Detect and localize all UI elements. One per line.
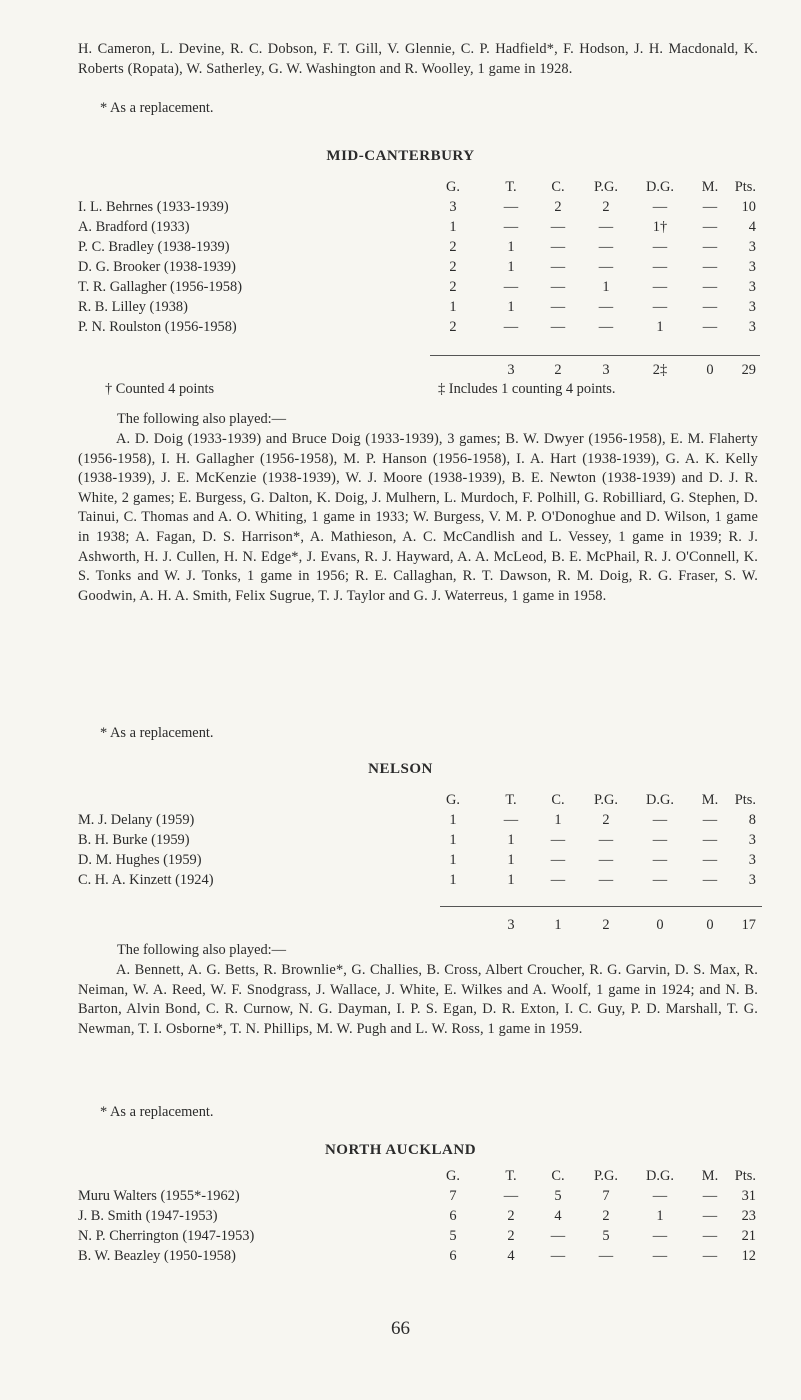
totals-rule (440, 906, 762, 907)
stat-m: — (702, 1208, 718, 1224)
stat-g: 6 (449, 1208, 457, 1224)
mid-canterbury-totals (78, 360, 768, 380)
stat-t: — (503, 279, 519, 295)
nelson-table (78, 790, 768, 890)
stat-m: — (702, 259, 718, 275)
col-header-dg: D.G. (646, 179, 674, 195)
stat-dg: — (652, 832, 668, 848)
table-row (78, 810, 768, 830)
col-header-t: T. (505, 792, 517, 808)
table-row (78, 317, 768, 337)
also-played-paragraph: A. D. Doig (1933-1939) and Bruce Doig (1933-1939), 3 games; B. W. Dwyer (1956-1958), E. M. Flaherty (1956-1958), I. H. Gallagher (1956-1958), M. P. Hanson (1956-1958), I. A. Hart (1938-1939), G. A. K. Kelly (1938-1939), J. E. McKenzie (1938-1939), W. J. Moore (1938-1939), B. E. Newton (1938-1939) and D. J. R. White, 2 games; E. Burgess, G. Dalton, K. Doig, J. Mulhern, L. Murdoch, F. Polhill, G. Robilliard, G. Stephen, D. Tainui, C. Thomas and A. O. Whiting, 1 game in 1933; W. Burgess, V. M. P. O'Donoghue and D. Wilson, 1 game in 1938; A. Fagan, D. S. Harrison*, A. Mathieson, A. C. McCandlish and L. Vessey, 1 game in 1939; R. J. Ashworth, H. J. Cullen, H. N. Edge*, J. Evans, R. J. Hayward, A. A. McLeod, B. E. McPhail, R. J. O'Connell, K. S. Tonks and W. J. Tonks, 1 game in 1956; R. E. Callaghan, R. T. Dawson, R. M. Doig, R. G. Fraser, S. W. Goodwin, A. H. A. Smith, Felix Sugrue, T. J. Taylor and G. J. Waterreus, 1 game in 1958. (78, 431, 758, 604)
stat-c: — (550, 239, 566, 255)
page-number: 66 (391, 1318, 410, 1339)
stat-pg: — (598, 299, 614, 315)
stat-dg: 1 (656, 1208, 664, 1224)
stat-dg: — (652, 812, 668, 828)
mid-canterbury-rows (78, 197, 768, 337)
stat-pts: 4 (748, 219, 756, 235)
col-header-pts: Pts. (734, 792, 756, 808)
stat-m: — (702, 299, 718, 315)
stat-pg: — (598, 832, 614, 848)
stat-pg: — (598, 239, 614, 255)
table-row (78, 870, 768, 890)
nelson-heading: NELSON (368, 761, 433, 777)
stat-g: 1 (449, 832, 457, 848)
col-header-dg: D.G. (646, 1168, 674, 1184)
stat-dg: — (652, 1228, 668, 1244)
stat-m: — (702, 812, 718, 828)
col-header-g: G. (446, 792, 460, 808)
stat-m: — (702, 872, 718, 888)
player-name: N. P. Cherrington (1947-1953) (78, 1228, 255, 1244)
player-name: R. B. Lilley (1938) (78, 299, 188, 315)
stat-c: — (550, 852, 566, 868)
col-header-m: M. (701, 792, 719, 808)
col-header-dg: D.G. (646, 792, 674, 808)
player-name: C. H. A. Kinzett (1924) (78, 872, 214, 888)
col-header-pg: P.G. (594, 1168, 618, 1184)
stat-pg: — (598, 1248, 614, 1264)
stat-t: — (503, 812, 519, 828)
col-header-c: C. (551, 792, 565, 808)
table-row (78, 237, 768, 257)
col-header-m: M. (701, 179, 719, 195)
also-played-paragraph: A. Bennett, A. G. Betts, R. Brownlie*, G. Challies, B. Cross, Albert Croucher, R. G. Garvin, D. S. Max, R. Neiman, W. A. Reed, W. F. Snodgrass, J. Wallace, J. White, E. Wilkes and A. Woolf, 1 game in 1924; and N. B. Barton, Alvin Bond, C. R. Curnow, N. G. Dayman, I. P. S. Egan, D. R. Exton, I. C. Guy, P. D. Marshall, T. G. Newman, T. I. Osborne*, T. N. Phillips, M. W. Pugh and L. W. Ross, 1 game in 1959. (78, 962, 758, 1037)
total-pg: 2 (602, 917, 610, 933)
stat-pg: — (598, 259, 614, 275)
total-c: 1 (554, 917, 562, 933)
stat-pg: 7 (602, 1188, 610, 1204)
nelson-rows (78, 810, 768, 890)
total-m: 0 (706, 362, 714, 378)
total-t: 3 (507, 917, 515, 933)
stat-t: — (503, 1188, 519, 1204)
also-played-heading: The following also played:— (117, 411, 287, 427)
north-auckland-heading: NORTH AUCKLAND (324, 1142, 477, 1158)
total-pg: 3 (602, 362, 610, 378)
stat-pts: 3 (748, 319, 756, 335)
replacement-note: * As a replacement. (100, 1104, 214, 1120)
table-row (78, 850, 768, 870)
stat-g: 3 (449, 199, 457, 215)
stat-t: 1 (507, 239, 515, 255)
total-pts: 17 (741, 917, 756, 933)
footnote-double-dagger: ‡ Includes 1 counting 4 points. (438, 381, 616, 397)
total-dg: 0 (656, 917, 664, 933)
stat-m: — (702, 219, 718, 235)
stat-c: 2 (554, 199, 562, 215)
total-c: 2 (554, 362, 562, 378)
stat-g: 1 (449, 872, 457, 888)
stat-pg: — (598, 852, 614, 868)
table-header (78, 790, 768, 810)
col-header-t: T. (505, 179, 517, 195)
table-row (78, 197, 768, 217)
stat-pts: 10 (741, 199, 756, 215)
table-row (78, 277, 768, 297)
north-auckland-rows (78, 1186, 768, 1266)
stat-pg: — (598, 219, 614, 235)
stat-pg: 1 (602, 279, 610, 295)
stat-t: 1 (507, 872, 515, 888)
stat-c: — (550, 1228, 566, 1244)
col-header-pts: Pts. (734, 1168, 756, 1184)
mid-canterbury-table (78, 177, 768, 337)
stat-c: — (550, 259, 566, 275)
footnote-dagger: † Counted 4 points (105, 381, 215, 397)
stat-g: 2 (449, 239, 457, 255)
stat-c: — (550, 219, 566, 235)
table-row (78, 217, 768, 237)
player-name: Muru Walters (1955*-1962) (78, 1188, 240, 1204)
player-name: D. G. Brooker (1938-1939) (78, 259, 236, 275)
stat-pg: — (598, 872, 614, 888)
stat-g: 2 (449, 319, 457, 335)
table-header (78, 1166, 768, 1186)
stat-pts: 3 (748, 279, 756, 295)
player-name: P. N. Roulston (1956-1958) (78, 319, 237, 335)
stat-c: — (550, 832, 566, 848)
stat-t: 2 (507, 1208, 515, 1224)
stat-pts: 21 (741, 1228, 756, 1244)
player-name: A. Bradford (1933) (78, 219, 190, 235)
stat-g: 1 (449, 852, 457, 868)
stat-dg: — (652, 299, 668, 315)
stat-t: 1 (507, 259, 515, 275)
stat-c: 4 (554, 1208, 562, 1224)
stat-t: 4 (507, 1248, 515, 1264)
stat-t: 1 (507, 299, 515, 315)
stat-dg: — (652, 259, 668, 275)
stat-m: — (702, 1248, 718, 1264)
stat-pts: 3 (748, 299, 756, 315)
total-dg: 2‡ (652, 362, 668, 378)
totals-rule (430, 355, 760, 356)
stat-pts: 23 (741, 1208, 756, 1224)
stat-t: 1 (507, 832, 515, 848)
stat-g: 2 (449, 279, 457, 295)
stat-dg: — (652, 852, 668, 868)
stat-dg: 1† (652, 219, 668, 235)
stat-dg: 1 (656, 319, 664, 335)
table-row (78, 257, 768, 277)
player-name: T. R. Gallagher (1956-1958) (78, 279, 242, 295)
stat-t: — (503, 219, 519, 235)
stat-pts: 3 (748, 239, 756, 255)
totals-row (78, 915, 768, 935)
total-pts: 29 (741, 362, 756, 378)
stat-pts: 3 (748, 832, 756, 848)
stat-g: 1 (449, 812, 457, 828)
col-header-pts: Pts. (734, 179, 756, 195)
stat-m: — (702, 832, 718, 848)
stat-g: 7 (449, 1188, 457, 1204)
stat-pts: 8 (748, 812, 756, 828)
total-t: 3 (507, 362, 515, 378)
player-name: P. C. Bradley (1938-1939) (78, 239, 230, 255)
table-row (78, 1226, 768, 1246)
stat-c: — (550, 279, 566, 295)
stat-g: 1 (449, 299, 457, 315)
player-name: I. L. Behrnes (1933-1939) (78, 199, 229, 215)
col-header-g: G. (446, 1168, 460, 1184)
stat-g: 2 (449, 259, 457, 275)
stat-dg: — (652, 1188, 668, 1204)
table-header (78, 177, 768, 197)
player-name: B. W. Beazley (1950-1958) (78, 1248, 236, 1264)
stat-pts: 3 (748, 259, 756, 275)
col-header-c: C. (551, 179, 565, 195)
stat-g: 5 (449, 1228, 457, 1244)
col-header-pg: P.G. (594, 179, 618, 195)
stat-m: — (702, 852, 718, 868)
intro-paragraph: H. Cameron, L. Devine, R. C. Dobson, F. T. Gill, V. Glennie, C. P. Hadfield*, F. Hodson, J. H. Macdonald, K. Roberts (Ropata), W. Satherley, G. W. Washington and R. Woolley, 1 game in 1928. (78, 41, 758, 77)
stat-g: 1 (449, 219, 457, 235)
col-header-c: C. (551, 1168, 565, 1184)
player-name: B. H. Burke (1959) (78, 832, 190, 848)
table-row (78, 297, 768, 317)
stat-c: — (550, 1248, 566, 1264)
table-row (78, 1206, 768, 1226)
stat-m: — (702, 1228, 718, 1244)
stat-pg: 2 (602, 1208, 610, 1224)
player-name: D. M. Hughes (1959) (78, 852, 202, 868)
stat-pts: 31 (741, 1188, 756, 1204)
replacement-note: * As a replacement. (100, 725, 214, 741)
col-header-m: M. (701, 1168, 719, 1184)
col-header-t: T. (505, 1168, 517, 1184)
stat-t: — (503, 199, 519, 215)
stat-g: 6 (449, 1248, 457, 1264)
stat-c: — (550, 299, 566, 315)
table-row (78, 1246, 768, 1266)
mid-canterbury-heading: MID-CANTERBURY (326, 148, 475, 164)
player-name: J. B. Smith (1947-1953) (78, 1208, 218, 1224)
stat-m: — (702, 239, 718, 255)
stat-pts: 3 (748, 872, 756, 888)
also-played-heading: The following also played:— (117, 942, 287, 958)
col-header-g: G. (446, 179, 460, 195)
stat-dg: — (652, 279, 668, 295)
stat-dg: — (652, 872, 668, 888)
stat-dg: — (652, 1248, 668, 1264)
stat-dg: — (652, 199, 668, 215)
stat-m: — (702, 199, 718, 215)
stat-pts: 3 (748, 852, 756, 868)
player-name: M. J. Delany (1959) (78, 812, 195, 828)
north-auckland-table (78, 1166, 768, 1266)
stat-t: 2 (507, 1228, 515, 1244)
stat-m: — (702, 279, 718, 295)
stat-c: — (550, 319, 566, 335)
stat-pg: 2 (602, 199, 610, 215)
nelson-totals (78, 915, 768, 935)
intro-replacement-note: * As a replacement. (100, 100, 214, 116)
stat-c: — (550, 872, 566, 888)
stat-m: — (702, 1188, 718, 1204)
stat-m: — (702, 319, 718, 335)
col-header-pg: P.G. (594, 792, 618, 808)
stat-pg: 5 (602, 1228, 610, 1244)
stat-pts: 12 (741, 1248, 756, 1264)
stat-dg: — (652, 239, 668, 255)
total-m: 0 (706, 917, 714, 933)
stat-t: 1 (507, 852, 515, 868)
stat-pg: — (598, 319, 614, 335)
stat-pg: 2 (602, 812, 610, 828)
stat-c: 5 (554, 1188, 562, 1204)
stat-c: 1 (554, 812, 562, 828)
totals-row (78, 360, 768, 380)
table-row (78, 1186, 768, 1206)
stat-t: — (503, 319, 519, 335)
table-row (78, 830, 768, 850)
